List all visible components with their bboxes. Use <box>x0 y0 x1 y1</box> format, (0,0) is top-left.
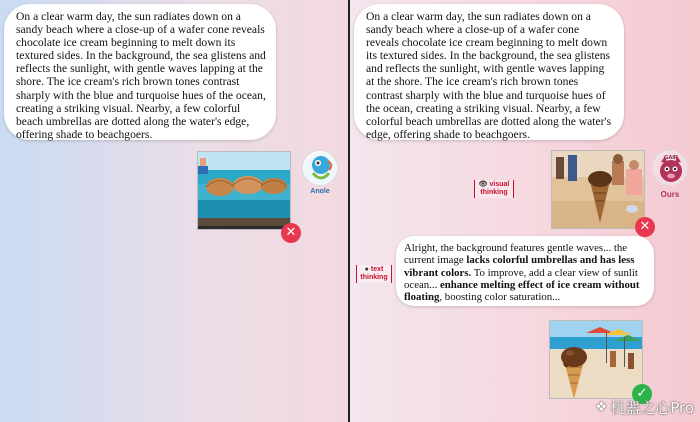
visual-thinking-x-icon: ✕ <box>635 217 655 237</box>
visual-thinking-label: visual thinking <box>480 181 510 196</box>
right-prompt-bubble <box>354 4 624 140</box>
left-prompt-bubble <box>4 4 276 140</box>
watermark-text: 机器之心Pro <box>610 399 694 417</box>
visual-thinking-image <box>551 150 645 229</box>
wechat-icon: ❖ <box>595 400 608 415</box>
text-thinking-tag <box>356 265 392 283</box>
anole-avatar <box>302 150 338 186</box>
final-generated-image <box>549 320 643 399</box>
gair-caption: GAIR <box>664 155 678 161</box>
text-thinking-bubble <box>396 236 654 306</box>
eye-icon: 👁 <box>478 181 488 188</box>
left-prompt-text: On a clear warm day, the sun radiates down on a sandy beach where a close-up of a wafer cone reveals chocolate ice cream beginning to melt down its textured sides. In the background, the sea glistens and reflects the sunlight, with gentle waves lapping at the shore. The ice cream's rich brown tones contrast sharply with the blue and turquoise hues of the ocean, creating a striking visual. Nearby, a few colorful beach umbrellas are dotted along the water's edge, offering shade to beachgoers. <box>16 10 266 141</box>
brain-icon: ● <box>364 266 369 273</box>
thinking-part-2: To improve, add a clear view of sunlit ocean... <box>404 266 638 291</box>
anole-label: Anole <box>310 188 330 195</box>
thinking-part-1: Alright, the background features gentle waves... the current image <box>404 242 628 267</box>
final-check-icon: ✓ <box>632 384 652 404</box>
text-thinking-label: text thinking <box>360 266 388 281</box>
panel-divider <box>348 0 350 422</box>
thinking-bold-2: enhance melting effect of ice cream without floating <box>404 278 640 304</box>
visual-thinking-tag <box>474 180 514 198</box>
ours-label: Ours <box>660 190 680 199</box>
anole-generated-image <box>197 151 291 230</box>
anole-x-icon: ✕ <box>281 223 301 243</box>
thinking-part-3: , boosting color saturation... <box>439 291 561 304</box>
watermark <box>596 397 694 418</box>
ours-avatar <box>652 150 688 186</box>
thinking-bold-1: lacks colorful umbrellas and has less vibrant colors. <box>404 254 635 279</box>
right-prompt-text: On a clear warm day, the sun radiates down on a sandy beach where a close-up of a wafer cone reveals chocolate ice cream beginning to melt down its textured sides. In the background, the sea glistens and reflects the sunlight, with gentle waves lapping at the shore. The ice cream's rich brown tones contrast sharply with the blue and turquoise hues of the ocean, creating a striking visual. Nearby, a few colorful beach umbrellas are dotted along the water's edge, offering shade to beachgoers. <box>366 10 612 141</box>
